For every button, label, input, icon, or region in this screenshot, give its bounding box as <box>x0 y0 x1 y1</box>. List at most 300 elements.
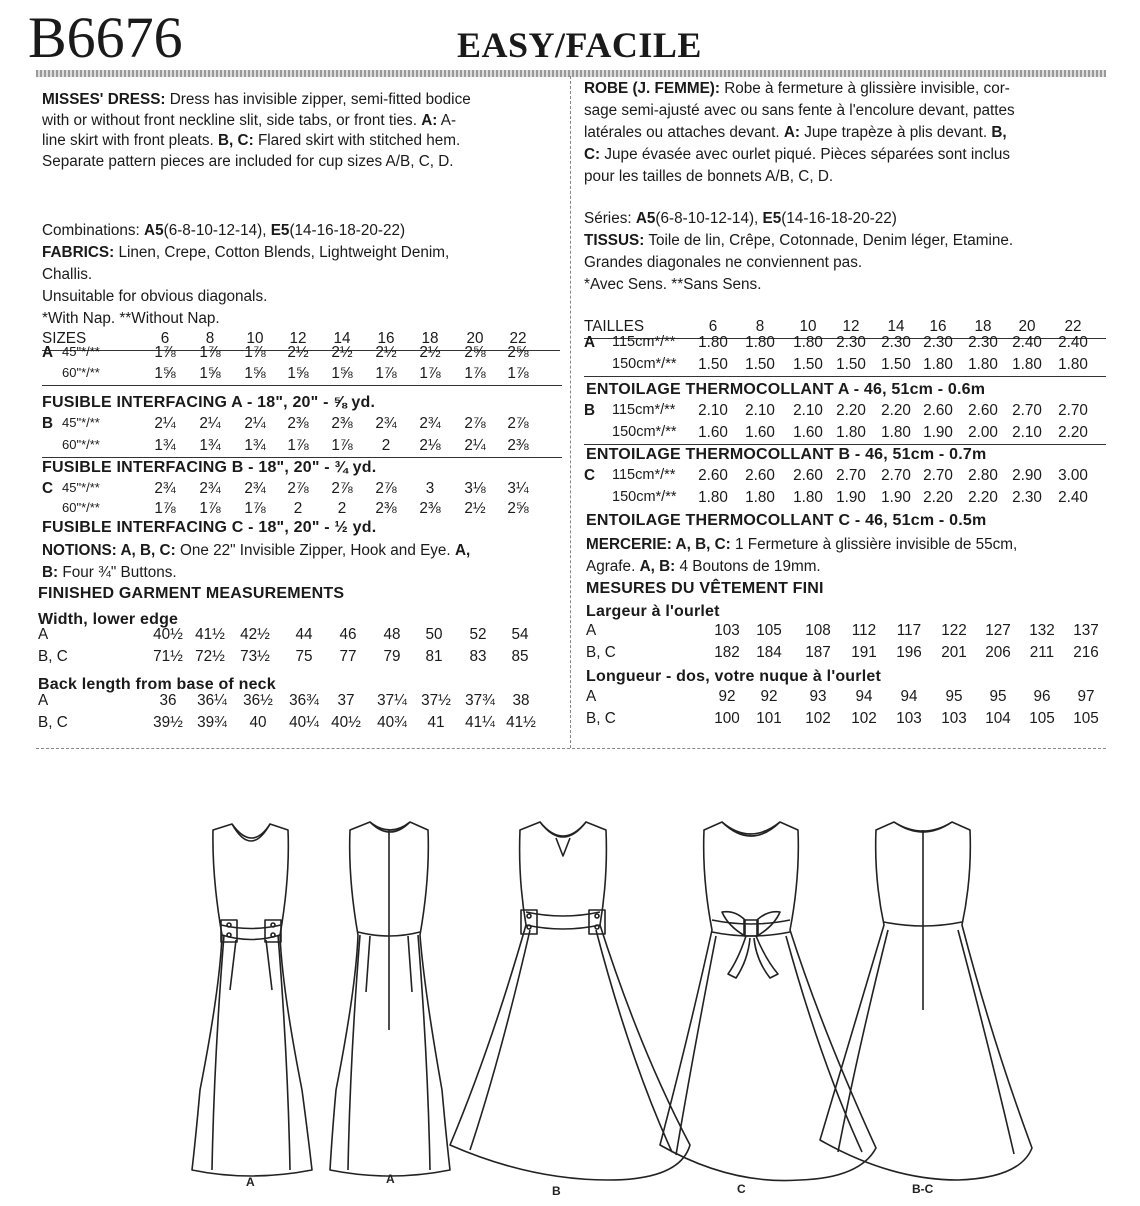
measurement-cell: 103 <box>941 710 967 727</box>
yardage-cell: 2.40 <box>1058 334 1088 351</box>
yardage-cell: 2.30 <box>881 334 911 351</box>
measurement-cell: 42½ <box>240 626 270 643</box>
desc-line: Jupe évasée avec ourlet piqué. Pièces séparées sont inclus <box>604 146 1011 163</box>
yardage-cell: 1.80 <box>745 334 775 351</box>
yardage-cell: 1.80 <box>923 356 953 373</box>
measurement-row <box>38 626 568 646</box>
yardage-width: 150cm*/** <box>612 424 677 440</box>
yardage-cell: 1.60 <box>698 424 728 441</box>
comb-e-sizes: (14-16-18-20-22) <box>289 222 406 239</box>
yardage-cell: 2⅜ <box>375 500 397 517</box>
tailles-label: TAILLES <box>584 318 645 335</box>
finished-title-text: FINISHED GARMENT MEASUREMENTS <box>38 585 345 602</box>
desc-line: Separate pattern pieces are included for cup sizes A/B, C, D. <box>42 152 454 170</box>
finished-title <box>38 585 344 603</box>
size-header-cell: 18 <box>974 318 992 335</box>
measurement-cell: 201 <box>941 644 967 661</box>
yardage-cell: 1.80 <box>968 356 998 373</box>
yardage-cell: 2⅝ <box>507 344 529 361</box>
desc-title: MISSES' DRESS: <box>42 91 166 108</box>
measurement-cell: 105 <box>756 622 782 639</box>
size-header-cell: 16 <box>929 318 947 335</box>
measurement-cell: 36¾ <box>289 692 319 709</box>
desc-line: with or without front neckline slit, side tabs, or front ties. <box>42 111 417 129</box>
measurement-cell: 37¾ <box>465 692 495 709</box>
size-header-cell: 12 <box>289 330 307 347</box>
yardage-cell: 2⅞ <box>287 480 309 497</box>
size-header-cell: 8 <box>205 330 215 347</box>
yardage-cell: 1.90 <box>881 489 911 506</box>
yardage-cell: 2.60 <box>745 467 775 484</box>
yardage-cell: 2⅜ <box>419 500 441 517</box>
yardage-cell: 1⅝ <box>287 365 309 382</box>
yardage-cell: 2¾ <box>375 415 397 432</box>
yardage-cell: 2¼ <box>244 415 266 432</box>
yardage-cell: 1.50 <box>745 356 775 373</box>
mercerie-view: A, B: <box>639 558 676 575</box>
measurement-cell: 37¼ <box>377 692 407 709</box>
measurement-cell: 191 <box>851 644 877 661</box>
unsuitable-note: Unsuitable for obvious diagonals. <box>42 288 268 305</box>
measurement-cell: 36¼ <box>197 692 227 709</box>
measurement-row <box>586 710 1116 730</box>
measurement-row <box>586 622 1116 642</box>
measurement-cell: 211 <box>1029 644 1055 661</box>
yardage-cell: 3¼ <box>507 480 529 497</box>
size-header-cell: 14 <box>887 318 905 335</box>
yardage-cell: 2 <box>337 500 347 517</box>
yardage-cell: 1.80 <box>881 424 911 441</box>
english-fabrics <box>42 220 562 330</box>
yardage-cell: 1.50 <box>793 356 823 373</box>
measurement-cell: 52 <box>469 626 487 643</box>
measurement-cell: 71½ <box>153 648 183 665</box>
entoilage-c <box>586 512 986 530</box>
fr-finished-title-text: MESURES DU VÊTEMENT FINI <box>586 580 824 597</box>
yardage-cell: 2¾ <box>154 480 176 497</box>
measurement-cell: 36½ <box>243 692 273 709</box>
size-header-cell: 6 <box>160 330 170 347</box>
measurement-view: A <box>38 692 49 709</box>
measurement-cell: 93 <box>809 688 827 705</box>
measurement-cell: 37 <box>337 692 355 709</box>
measurement-cell: 85 <box>511 648 529 665</box>
measurement-cell: 44 <box>295 626 313 643</box>
yardage-cell: 1⅞ <box>244 500 266 517</box>
notions-text: One 22" Invisible Zipper, Hook and Eye. <box>179 542 451 559</box>
yardage-row <box>42 480 562 500</box>
series-e-sizes: (14-16-18-20-22) <box>781 210 897 227</box>
sizes-label: SIZES <box>42 330 87 347</box>
size-header-cell: 16 <box>377 330 395 347</box>
yardage-cell: 1⅞ <box>199 500 221 517</box>
yardage-cell: 1.80 <box>793 489 823 506</box>
tissus-label: TISSUS: <box>584 232 645 249</box>
size-header-cell: 6 <box>708 318 718 335</box>
yardage-row <box>42 500 562 520</box>
entoilage-a <box>586 381 985 399</box>
desc-view: C: <box>584 146 601 163</box>
size-header-cell: 12 <box>842 318 860 335</box>
yardage-width: 115cm*/** <box>612 402 676 418</box>
measurement-cell: 73½ <box>240 648 270 665</box>
fusible-b <box>42 459 376 477</box>
yardage-width: 115cm*/** <box>612 467 676 483</box>
fabrics-text: Challis. <box>42 266 93 283</box>
fusible-c <box>42 519 376 537</box>
french-fabrics <box>584 208 1109 296</box>
measurement-cell: 137 <box>1073 622 1099 639</box>
measurement-cell: 184 <box>756 644 782 661</box>
yardage-cell: 1⅞ <box>375 365 397 382</box>
yardage-cell: 2.30 <box>1012 489 1042 506</box>
measurement-view: B, C <box>586 710 616 727</box>
yardage-cell: 2.40 <box>1058 489 1088 506</box>
measurement-cell: 95 <box>989 688 1007 705</box>
illustration-label: C <box>737 1182 746 1196</box>
illustration-label: B <box>552 1184 561 1198</box>
length-title-text: Back length from base of neck <box>38 676 276 693</box>
yardage-cell: 2½ <box>419 344 441 361</box>
yardage-cell: 1.90 <box>836 489 866 506</box>
yardage-cell: 2⅛ <box>419 437 441 454</box>
dress-bc-back <box>820 822 1032 1180</box>
entoilage-b-text: ENTOILAGE THERMOCOLLANT B - 46, 51cm - 0.7m <box>586 446 987 463</box>
fusible-a-text: FUSIBLE INTERFACING A - 18", 20" - ⅝ yd. <box>42 394 376 411</box>
header-divider <box>36 70 1106 77</box>
entoilage-b <box>586 446 986 464</box>
mercerie-label: MERCERIE: A, B, C: <box>586 536 731 553</box>
yardage-cell: 2½ <box>287 344 309 361</box>
measurement-cell: 94 <box>855 688 873 705</box>
measurement-cell: 77 <box>339 648 357 665</box>
size-header-cell: 14 <box>333 330 351 347</box>
yardage-cell: 1.80 <box>1058 356 1088 373</box>
notions-view: B: <box>42 564 59 581</box>
yardage-cell: 2 <box>381 437 391 454</box>
measurement-cell: 92 <box>718 688 736 705</box>
yardage-cell: 1⅞ <box>507 365 529 382</box>
yardage-cell: 2.60 <box>923 402 953 419</box>
yardage-row <box>42 415 562 435</box>
notions-label: NOTIONS: A, B, C: <box>42 542 176 559</box>
measurement-cell: 36 <box>159 692 177 709</box>
size-header-cell: 8 <box>755 318 765 335</box>
yardage-width: 150cm*/** <box>612 356 677 372</box>
series-e: E5 <box>762 210 782 227</box>
measurement-cell: 103 <box>896 710 922 727</box>
yardage-cell: 2.00 <box>968 424 998 441</box>
measurement-cell: 41½ <box>506 714 536 731</box>
yardage-cell: 1.50 <box>881 356 911 373</box>
yardage-cell: 2.70 <box>1012 402 1042 419</box>
size-header-cell: 22 <box>509 330 527 347</box>
yardage-cell: 1⅞ <box>244 344 266 361</box>
yardage-cell: 1.80 <box>836 424 866 441</box>
yardage-cell: 2½ <box>464 500 486 517</box>
measurement-cell: 105 <box>1029 710 1055 727</box>
yardage-cell: 2¼ <box>199 415 221 432</box>
measurement-cell: 112 <box>851 622 877 639</box>
yardage-cell: 1⅞ <box>199 344 221 361</box>
measurement-cell: 101 <box>756 710 782 727</box>
yardage-cell: 2¾ <box>244 480 266 497</box>
measurement-cell: 79 <box>383 648 401 665</box>
measurement-cell: 122 <box>941 622 967 639</box>
fabrics-label: FABRICS: <box>42 244 115 261</box>
measurement-view: A <box>586 688 597 705</box>
yardage-cell: 2.70 <box>923 467 953 484</box>
yardage-view: C <box>42 480 54 497</box>
yardage-row <box>584 467 1106 487</box>
mercerie-text: 1 Fermeture à glissière invisible de 55cm, <box>735 536 1018 553</box>
yardage-width: 45"*/** <box>62 415 100 430</box>
desc-line: pour les tailles de bonnets A/B, C, D. <box>584 168 834 185</box>
yardage-view: B <box>584 402 596 419</box>
yardage-cell: 2.30 <box>836 334 866 351</box>
measurement-cell: 102 <box>805 710 831 727</box>
illustration-label: A <box>246 1175 255 1189</box>
yardage-cell: 2.60 <box>698 467 728 484</box>
yardage-cell: 2⅞ <box>507 415 529 432</box>
measurement-view: A <box>38 626 49 643</box>
desc-line: latérales ou attaches devant. <box>584 124 780 141</box>
series-a: A5 <box>635 210 656 227</box>
measurement-cell: 39½ <box>153 714 183 731</box>
size-header-cell: 18 <box>421 330 439 347</box>
bottom-divider <box>36 748 1106 749</box>
column-divider <box>570 76 571 748</box>
yardage-row <box>42 437 562 458</box>
english-description <box>42 90 562 172</box>
desc-line: line skirt with front pleats. <box>42 132 214 149</box>
measurement-cell: 100 <box>714 710 740 727</box>
yardage-cell: 1¾ <box>199 437 221 454</box>
yardage-cell: 3.00 <box>1058 467 1088 484</box>
measurement-cell: 41¼ <box>465 714 495 731</box>
mercerie-text: Agrafe. <box>586 558 636 575</box>
yardage-cell: 1.50 <box>698 356 728 373</box>
yardage-cell: 2.70 <box>881 467 911 484</box>
desc-title: ROBE (J. FEMME): <box>584 80 720 97</box>
measurement-cell: 39¾ <box>197 714 227 731</box>
english-notions <box>42 540 567 584</box>
measurement-cell: 83 <box>469 648 487 665</box>
entoilage-c-text: ENTOILAGE THERMOCOLLANT C - 46, 51cm - 0.5m <box>586 512 987 529</box>
comb-label: Combinations: <box>42 222 140 239</box>
yardage-cell: 2⅞ <box>464 415 486 432</box>
french-description <box>584 78 1109 188</box>
yardage-view: C <box>584 467 596 484</box>
desc-line: sage semi-ajusté avec ou sans fente à l'encolure devant, pattes <box>584 102 1015 119</box>
yardage-cell: 1⅞ <box>331 437 353 454</box>
yardage-cell: 2¼ <box>464 437 486 454</box>
yardage-cell: 2.10 <box>745 402 775 419</box>
measurement-cell: 46 <box>339 626 357 643</box>
yardage-cell: 2¾ <box>199 480 221 497</box>
measurement-cell: 72½ <box>195 648 225 665</box>
yardage-cell: 2⅝ <box>464 344 486 361</box>
measurement-cell: 104 <box>985 710 1011 727</box>
measurement-cell: 132 <box>1029 622 1055 639</box>
measurement-cell: 196 <box>896 644 922 661</box>
fr-length-title <box>586 668 881 686</box>
yardage-cell: 1⅝ <box>199 365 221 382</box>
yardage-cell: 1⅞ <box>419 365 441 382</box>
measurement-cell: 103 <box>714 622 740 639</box>
measurement-row <box>586 644 1116 664</box>
yardage-width: 60"*/** <box>62 500 100 515</box>
measurement-cell: 81 <box>425 648 443 665</box>
yardage-cell: 1.80 <box>698 489 728 506</box>
fusible-b-text: FUSIBLE INTERFACING B - 18", 20" - ¾ yd. <box>42 459 377 476</box>
fabrics-text: Linen, Crepe, Cotton Blends, Lightweight Denim, <box>118 244 450 261</box>
measurement-cell: 40½ <box>153 626 183 643</box>
yardage-cell: 1.80 <box>793 334 823 351</box>
yardage-cell: 2.90 <box>1012 467 1042 484</box>
yardage-cell: 2.40 <box>1012 334 1042 351</box>
fr-finished-title <box>586 580 824 598</box>
yardage-cell: 1.50 <box>836 356 866 373</box>
series-a-sizes: (6-8-10-12-14), <box>655 210 759 227</box>
yardage-cell: 1.80 <box>698 334 728 351</box>
dress-b <box>450 822 690 1180</box>
measurement-cell: 127 <box>985 622 1011 639</box>
yardage-cell: 1⅝ <box>154 365 176 382</box>
yardage-cell: 2.30 <box>923 334 953 351</box>
yardage-cell: 2.80 <box>968 467 998 484</box>
measurement-view: B, C <box>586 644 616 661</box>
measurement-cell: 40¾ <box>377 714 407 731</box>
yardage-cell: 1¾ <box>244 437 266 454</box>
yardage-cell: 1.80 <box>745 489 775 506</box>
yardage-cell: 1⅝ <box>244 365 266 382</box>
yardage-cell: 2.70 <box>836 467 866 484</box>
yardage-cell: 2.10 <box>698 402 728 419</box>
measurement-cell: 96 <box>1033 688 1051 705</box>
yardage-cell: 3 <box>425 480 435 497</box>
measurement-cell: 95 <box>945 688 963 705</box>
series-label: Séries: <box>584 210 632 227</box>
yardage-cell: 2.20 <box>923 489 953 506</box>
fusible-a <box>42 394 375 412</box>
yardage-cell: 2½ <box>375 344 397 361</box>
desc-line: Robe à fermeture à glissière invisible, cor- <box>724 80 1010 97</box>
desc-line: A- <box>440 111 457 129</box>
tissus-text: Toile de lin, Crêpe, Cotonnade, Denim léger, Etamine. <box>648 232 1014 249</box>
grandes-note: Grandes diagonales ne conviennent pas. <box>584 254 863 271</box>
fusible-c-text: FUSIBLE INTERFACING C - 18", 20" - ½ yd. <box>42 519 377 536</box>
measurement-cell: 206 <box>985 644 1011 661</box>
yardage-cell: 2½ <box>331 344 353 361</box>
nap-note: *With Nap. **Without Nap. <box>42 310 220 327</box>
measurement-view: B, C <box>38 648 68 665</box>
measurement-cell: 54 <box>511 626 529 643</box>
dress-illustrations <box>0 760 1140 1200</box>
sens-note: *Avec Sens. **Sans Sens. <box>584 276 762 293</box>
comb-e: E5 <box>270 222 290 239</box>
size-header-cell: 20 <box>466 330 484 347</box>
yardage-cell: 2⅜ <box>287 415 309 432</box>
desc-view: B, <box>991 124 1007 141</box>
yardage-row <box>42 344 562 364</box>
notions-view: A, <box>454 542 471 559</box>
yardage-view: A <box>584 334 596 351</box>
french-mercerie <box>586 534 1111 578</box>
yardage-row <box>584 424 1106 445</box>
desc-line: Jupe trapèze à plis devant. <box>804 124 988 141</box>
yardage-cell: 1.60 <box>745 424 775 441</box>
fr-width-title-text: Largeur à l'ourlet <box>586 603 720 620</box>
yardage-cell: 1⅞ <box>154 500 176 517</box>
desc-line: Dress has invisible zipper, semi-fitted bodice <box>169 91 471 108</box>
fr-length-title-text: Longueur - dos, votre nuque à l'ourlet <box>586 668 881 685</box>
yardage-cell: 1⅞ <box>464 365 486 382</box>
yardage-cell: 1⅞ <box>154 344 176 361</box>
desc-view: A: <box>421 111 438 129</box>
yardage-cell: 2.30 <box>968 334 998 351</box>
yardage-view: A <box>42 344 54 361</box>
yardage-cell: 2.20 <box>881 402 911 419</box>
illustration-label: B-C <box>912 1182 934 1196</box>
desc-line: Flared skirt with stitched hem. <box>257 132 461 149</box>
yardage-row <box>584 356 1106 377</box>
measurement-cell: 187 <box>805 644 831 661</box>
yardage-cell: 1⅝ <box>331 365 353 382</box>
measurement-cell: 94 <box>900 688 918 705</box>
yardage-cell: 1¾ <box>154 437 176 454</box>
measurement-cell: 117 <box>896 622 922 639</box>
yardage-width: 45"*/** <box>62 344 100 359</box>
difficulty-label: EASY/FACILE <box>457 25 702 65</box>
yardage-cell: 2⅞ <box>375 480 397 497</box>
measurement-cell: 108 <box>805 622 831 639</box>
measurement-cell: 182 <box>714 644 740 661</box>
yardage-cell: 1.80 <box>1012 356 1042 373</box>
entoilage-a-text: ENTOILAGE THERMOCOLLANT A - 46, 51cm - 0.6m <box>586 381 986 398</box>
yardage-row <box>42 365 562 386</box>
yardage-cell: 2⅝ <box>507 500 529 517</box>
yardage-cell: 2¾ <box>419 415 441 432</box>
yardage-cell: 2.20 <box>836 402 866 419</box>
yardage-width: 60"*/** <box>62 437 100 452</box>
yardage-cell: 2⅜ <box>507 437 529 454</box>
desc-view: A: <box>783 124 800 141</box>
yardage-cell: 2.10 <box>793 402 823 419</box>
yardage-cell: 2 <box>293 500 303 517</box>
measurement-cell: 48 <box>383 626 401 643</box>
measurement-view: B, C <box>38 714 68 731</box>
measurement-cell: 216 <box>1073 644 1099 661</box>
measurement-cell: 50 <box>425 626 443 643</box>
measurement-cell: 40¼ <box>289 714 319 731</box>
measurement-cell: 102 <box>851 710 877 727</box>
yardage-cell: 2¼ <box>154 415 176 432</box>
measurement-cell: 75 <box>295 648 313 665</box>
yardage-row <box>584 334 1106 354</box>
yardage-cell: 2.70 <box>1058 402 1088 419</box>
measurement-cell: 97 <box>1077 688 1095 705</box>
measurement-cell: 38 <box>512 692 530 709</box>
dress-a-back <box>330 822 450 1176</box>
size-header-cell: 10 <box>799 318 817 335</box>
yardage-cell: 1.60 <box>793 424 823 441</box>
size-header-cell: 22 <box>1064 318 1082 335</box>
measurement-cell: 40 <box>249 714 267 731</box>
yardage-width: 60"*/** <box>62 365 100 380</box>
fr-width-title <box>586 603 720 621</box>
yardage-width: 150cm*/** <box>612 489 677 505</box>
